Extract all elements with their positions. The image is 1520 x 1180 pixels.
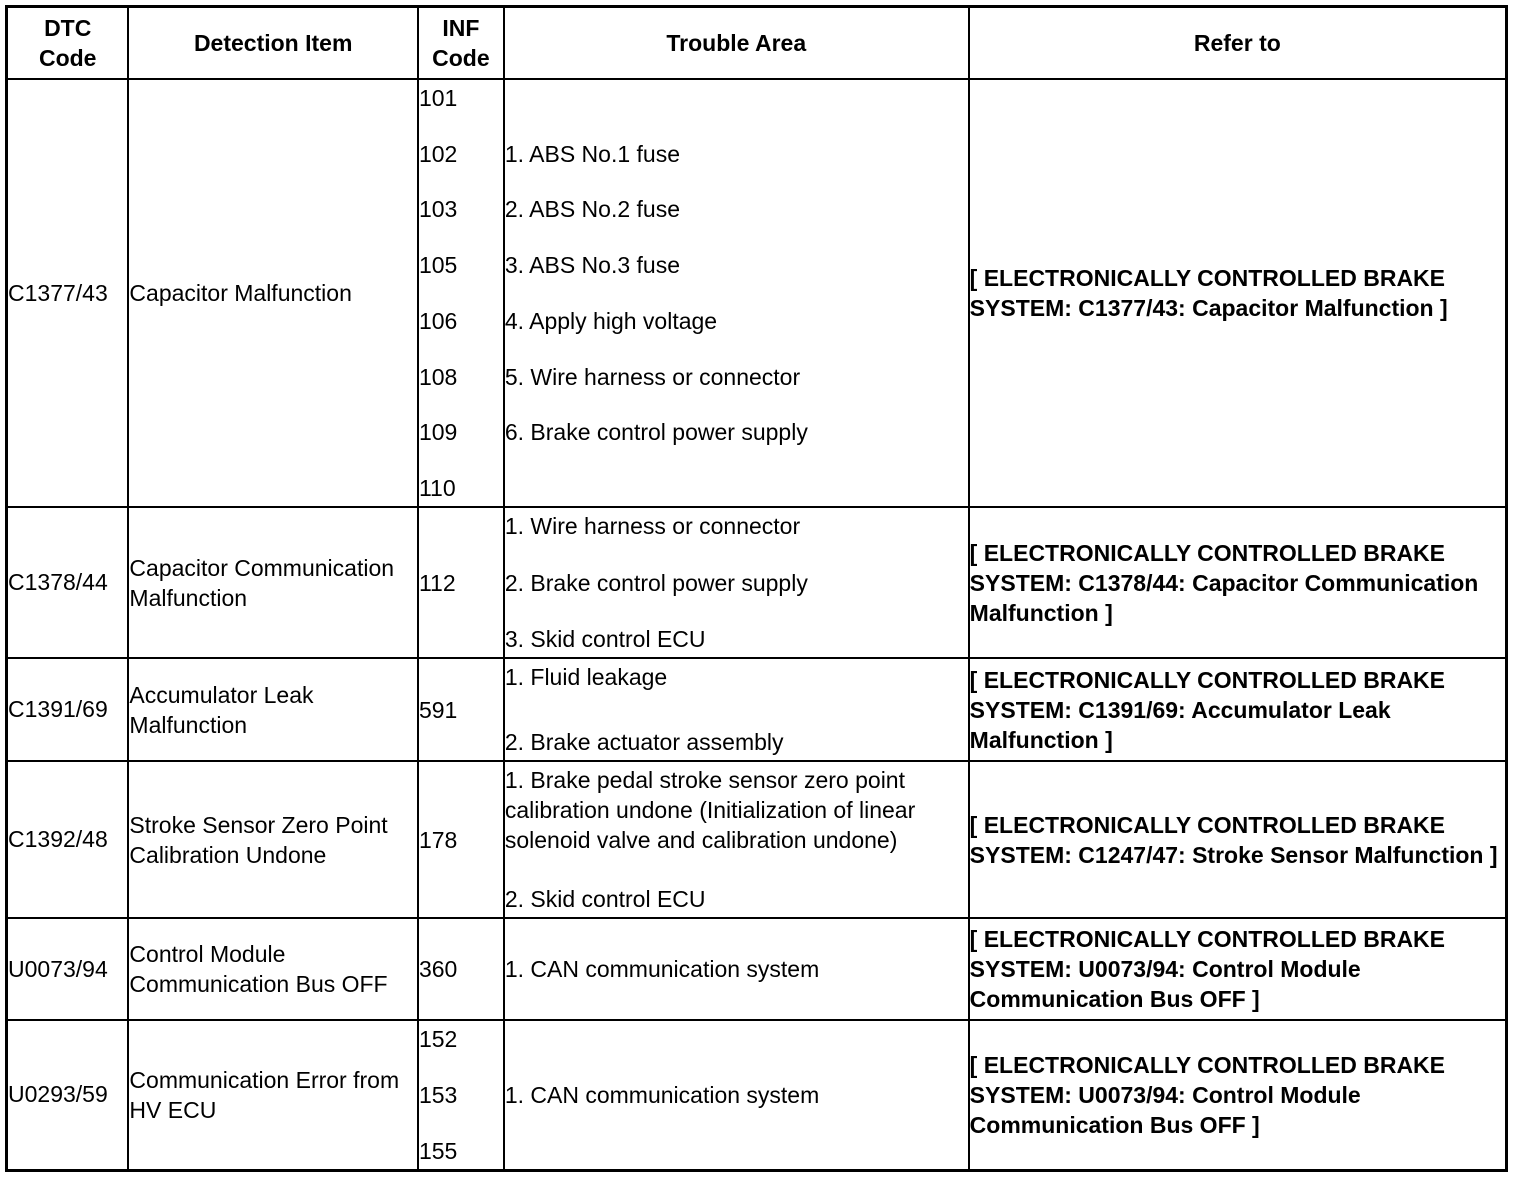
inf-code: 153 <box>418 1081 458 1108</box>
table-row <box>7 507 1507 658</box>
refer-to-cell[interactable]: [ ELECTRONICALLY CONTROLLED BRAKE SYSTEM: C1391/69: Accumulator Leak Malfunction ] <box>969 658 1507 761</box>
inf-code: 108 <box>418 363 458 390</box>
trouble-area-item: 1. Fluid leakage <box>504 664 668 690</box>
trouble-area-item: 1. Brake pedal stroke sensor zero point calibration undone (Initialization of linear solenoid valve and calibration undone) <box>504 767 916 853</box>
trouble-area-item: 1. CAN communication system <box>504 956 820 982</box>
trouble-area-item: 3. ABS No.3 fuse <box>504 252 680 279</box>
table-row <box>7 79 1507 507</box>
trouble-area-cell <box>504 658 969 761</box>
trouble-area-item: 4. Apply high voltage <box>504 307 718 334</box>
dtc-code-cell: C1378/44 <box>7 507 129 658</box>
trouble-area-item: 6. Brake control power supply <box>504 419 808 446</box>
refer-to-cell[interactable]: [ ELECTRONICALLY CONTROLLED BRAKE SYSTEM: C1378/44: Capacitor Communication Malfunction ] <box>969 507 1507 658</box>
dtc-code-cell: U0293/59 <box>7 1020 129 1170</box>
inf-code-cell <box>418 658 504 761</box>
inf-code: 102 <box>418 140 458 167</box>
trouble-area-cell <box>504 507 969 658</box>
dtc-code-cell: U0073/94 <box>7 918 129 1020</box>
table-row <box>7 918 1507 1020</box>
header-inf-code-line2: Code <box>432 45 490 71</box>
trouble-area-item: 1. Wire harness or connector <box>504 513 801 539</box>
inf-code: 178 <box>418 826 458 853</box>
inf-code-cell <box>418 1020 504 1170</box>
refer-to-cell[interactable]: [ ELECTRONICALLY CONTROLLED BRAKE SYSTEM: C1377/43: Capacitor Malfunction ] <box>969 79 1507 507</box>
header-row <box>7 7 1507 80</box>
header-dtc-code-line2: Code <box>38 45 97 71</box>
inf-code: 109 <box>418 419 458 446</box>
table-header <box>7 7 1507 80</box>
header-refer-to: Refer to <box>969 7 1507 80</box>
detection-item-cell: Accumulator Leak Malfunction <box>128 658 418 761</box>
trouble-area-item: 1. ABS No.1 fuse <box>504 140 680 167</box>
dtc-code-cell: C1392/48 <box>7 761 129 918</box>
trouble-area-item: 1. CAN communication system <box>504 1081 820 1108</box>
inf-code: 105 <box>418 252 458 279</box>
inf-code-cell <box>418 761 504 918</box>
dtc-code-cell: C1391/69 <box>7 658 129 761</box>
detection-item-cell: Control Module Communication Bus OFF <box>128 918 418 1020</box>
trouble-area-cell <box>504 918 969 1020</box>
inf-code-cell <box>418 79 504 507</box>
trouble-area-cell <box>504 1020 969 1170</box>
trouble-area-item: 3. Skid control ECU <box>504 626 706 652</box>
detection-item-cell: Capacitor Communication Malfunction <box>128 507 418 658</box>
refer-to-cell[interactable]: [ ELECTRONICALLY CONTROLLED BRAKE SYSTEM: U0073/94: Control Module Communication Bus OFF ] <box>969 1020 1507 1170</box>
inf-code: 112 <box>418 569 456 596</box>
trouble-area-item <box>505 83 968 113</box>
inf-code-cell <box>418 918 504 1020</box>
table-body <box>7 79 1507 1170</box>
detection-item-cell: Stroke Sensor Zero Point Calibration Undone <box>128 761 418 918</box>
header-dtc-code <box>7 7 129 80</box>
document-page <box>5 5 1508 1172</box>
trouble-area-item: 2. Brake control power supply <box>504 569 808 596</box>
table-row <box>7 658 1507 761</box>
table-row <box>7 1020 1507 1170</box>
inf-code: 360 <box>418 956 458 982</box>
trouble-area-cell <box>504 79 969 507</box>
header-inf-code <box>418 7 504 80</box>
trouble-area-cell <box>504 761 969 918</box>
trouble-area-item <box>505 473 968 503</box>
refer-to-cell[interactable]: [ ELECTRONICALLY CONTROLLED BRAKE SYSTEM: C1247/47: Stroke Sensor Malfunction ] <box>969 761 1507 918</box>
header-detection-item: Detection Item <box>128 7 418 80</box>
inf-code: 591 <box>418 696 458 723</box>
refer-to-cell[interactable]: [ ELECTRONICALLY CONTROLLED BRAKE SYSTEM: U0073/94: Control Module Communication Bus OFF ] <box>969 918 1507 1020</box>
inf-code: 106 <box>418 307 458 334</box>
trouble-area-item: 2. Brake actuator assembly <box>504 729 784 755</box>
table-row <box>7 761 1507 918</box>
dtc-code-cell: C1377/43 <box>7 79 129 507</box>
inf-code: 155 <box>418 1137 458 1164</box>
header-inf-code-line1: INF <box>442 15 480 41</box>
inf-code-cell <box>418 507 504 658</box>
detection-item-cell: Communication Error from HV ECU <box>128 1020 418 1170</box>
dtc-table <box>5 5 1508 1172</box>
header-trouble-area: Trouble Area <box>504 7 969 80</box>
inf-code: 101 <box>418 85 458 111</box>
header-dtc-code-line1: DTC <box>44 15 92 41</box>
trouble-area-item: 5. Wire harness or connector <box>504 363 801 390</box>
trouble-area-item: 2. Skid control ECU <box>504 886 706 912</box>
detection-item-cell: Capacitor Malfunction <box>128 79 418 507</box>
inf-code: 103 <box>418 196 458 223</box>
inf-code: 152 <box>418 1025 458 1052</box>
inf-code: 110 <box>418 474 456 501</box>
trouble-area-item: 2. ABS No.2 fuse <box>504 196 680 223</box>
